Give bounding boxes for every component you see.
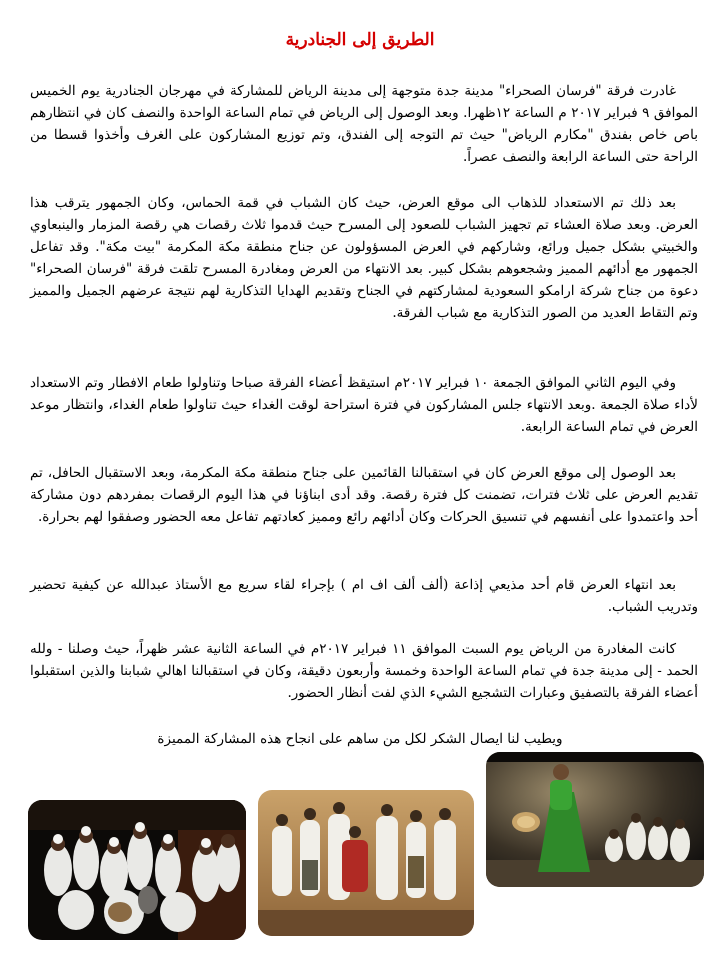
closing-thanks: ويطيب لنا ايصال الشكر لكل من ساهم على انجاح هذه المشاركة المميزة [157,731,563,747]
paragraph-radio-interview: بعد انتهاء العرض قام أحد مذيعي إذاعة (ألف ألف اف ام ) بإجراء لقاء سريع مع الأستاذ عبدالله عن كيفية تحضير وتدريب الشباب. [30,577,698,615]
paragraph-second-show: بعد الوصول إلى موقع العرض كان في استقبالنا القائمين على جناح منطقة مكة المكرمة، وبعد الاستقبال الحافل، تم تقديم العرض على ثلاث فترات، تضمنت كل فترة رقصة. وقد أدى ابناؤنا في هذا اليوم الرقصات بمفردهم دون مشاركة أحد واعتمدوا على أنفسهم في تنسيق الحركات وكان أدائهم رائع ومميز كعادتهم تفاعل معه الحضور وصفقوا لهم بحرارة. [30,465,698,525]
group-photo [28,800,246,940]
page-title: الطريق إلى الجنادرية [285,30,435,50]
paragraph-second-day: وفي اليوم الثاني الموافق الجمعة ١٠ فبراير ٢٠١٧م استيقظ أعضاء الفرقة صباحا وتناولوا طعام الافطار وتم الاستعداد لأداء صلاة الجمعة .وبعد الانتهاء جلس المشاركون في فترة استراحة لوقت الغداء حيث تناولوا طعام الغداء، وانتظار موعد العرض في تمام الساعة الرابعة. [30,375,698,435]
paragraph-first-show: بعد ذلك تم الاستعداد للذهاب الى موقع العرض، حيث كان الشباب في قمة الحماس، وكان الجمهور يترقب هذا العرض. وبعد صلاة العشاء تم تجهيز الشباب للصعود إلى المسرح حيث قدموا ثلاث رقصات هي رقصة المزمار والينبعاوي والخبيتي بشكل جميل ورائع، وشاركهم في العرض المسؤولون عن جناح منطقة مكة المكرمة "بيت مكة". وقد تفاعل الجمهور مع أدائهم المميز وشجعوهم بشكل كبير. بعد الانتهاء من العرض ومغادرة المسرح تلقت فرقة "فرسان الصحراء" دعوة من جناح شركة ارامكو السعودية لمشاركتهم في الجناح وتقديم الهدايا التذكارية لهم نتيجة عرضهم الجميل والمميز وتم التقاط العديد من الصور التذكارية مع شباب الفرقة. [30,195,698,321]
paragraph-return: كانت المغادرة من الرياض يوم السبت الموافق ١١ فبراير ٢٠١٧م في الساعة الثانية عشر ظهراً، حيث وصلنا - ولله الحمد - إلى مدينة جدة في تمام الساعة الواحدة وخمسة وأربعون دقيقة، وكان في استقبالنا اهالي شبابنا والذين استقبلوا أعضاء الفرقة بالتصفيق وعبارات التشجيع الشيء الذي لفت أنظار الحضور. [30,641,698,701]
dancers-stage-photo [258,790,474,936]
paragraph-departure: غادرت فرقة "فرسان الصحراء" مدينة جدة متوجهة إلى مدينة الرياض للمشاركة في مهرجان الجنادرية يوم الخميس الموافق ٩ فبراير ٢٠١٧ م الساعة ١٢ظهرا. وبعد الوصول إلى الرياض في تمام الساعة الواحدة والنصف كان في انتظارهم باص خاص بفندق "مكارم الرياض" حيث تم التوجه إلى الفندق، وتم توزيع المشاركون على الغرف وأخذوا قسطا من الراحة حتى الساعة الرابعة والنصف عصراً. [30,83,699,165]
drummer-green-photo [486,752,704,887]
